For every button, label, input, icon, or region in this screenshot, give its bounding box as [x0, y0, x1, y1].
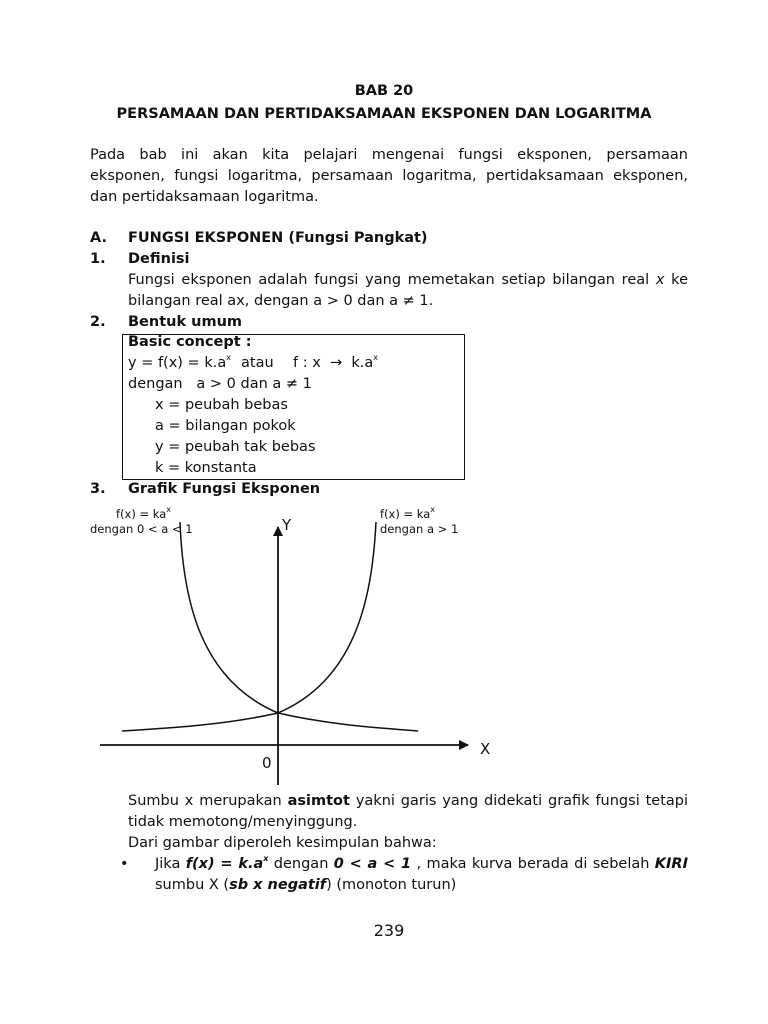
right-curve-label-fn [380, 507, 435, 521]
concept-def-a: a = bilangan pokok [155, 418, 296, 434]
right-label-exponent: x [430, 505, 436, 515]
conclusion-intro: Dari gambar diperoleh kesimpulan bahwa: [128, 835, 437, 851]
bullet-line-2 [155, 877, 456, 893]
definition-variable: x [655, 272, 665, 288]
bullet-function: f(x) = k.a [185, 856, 264, 872]
intro-line-2: eksponen, fungsi logaritma, persamaan logaritma, pertidaksamaan eksponen, [90, 168, 688, 184]
asymptote-line-2: tidak memotong/menyinggung. [128, 814, 358, 830]
asymptote-line-1 [128, 793, 688, 809]
bullet-text-1: Jika [155, 856, 186, 872]
bullet-text-3: , maka kurva berada di sebelah [411, 856, 655, 872]
intro-line-3: dan pertidaksamaan logaritma. [90, 189, 319, 205]
chapter-title: PERSAMAAN DAN PERTIDAKSAMAAN EKSPONEN DAN LOGARITMA [116, 106, 652, 122]
asymptote-text-end: yakni garis yang didekati grafik fungsi tetapi [349, 793, 689, 809]
concept-heading: Basic concept : [128, 334, 252, 350]
curve-increasing [122, 522, 376, 731]
asymptote-term: asimtot [287, 793, 350, 809]
page-number: 239 [373, 921, 405, 940]
definition-text-end: ke [664, 272, 688, 288]
formula-right-exponent: x [373, 353, 379, 363]
bullet-text-2: dengan [268, 856, 334, 872]
bullet-line-1 [155, 856, 688, 872]
left-label-fn-text: f(x) = ka [116, 507, 167, 521]
section-a-title: FUNGSI EKSPONEN (Fungsi Pangkat) [128, 230, 428, 246]
chapter-number: BAB 20 [354, 83, 414, 99]
concept-def-k: k = konstanta [155, 460, 257, 476]
bullet-kiri: KIRI [654, 856, 688, 872]
left-label-exponent: x [166, 505, 172, 515]
left-curve-label-fn [116, 507, 171, 521]
curve-decreasing [180, 522, 418, 731]
bullet-line2-text: sumbu X ( [155, 877, 230, 893]
item2-title: Bentuk umum [128, 314, 243, 330]
item1-marker: 1. [90, 251, 106, 267]
formula-left-exponent: x [226, 353, 231, 363]
left-curve-label-cond: dengan 0 < a < 1 [90, 522, 193, 536]
item2-marker: 2. [90, 314, 106, 330]
concept-def-x: x = peubah bebas [155, 397, 288, 413]
formula-right-text: f : x → k.a [293, 355, 374, 371]
bullet-function-exponent: x [263, 854, 269, 864]
item1-title: Definisi [128, 251, 190, 267]
concept-def-y: y = peubah tak bebas [155, 439, 316, 455]
bullet-condition: 0 < a < 1 [333, 856, 412, 872]
intro-line-1: Pada bab ini akan kita pelajari mengenai fungsi eksponen, persamaan [90, 147, 688, 163]
item3-title: Grafik Fungsi Eksponen [128, 481, 321, 497]
section-a-marker: A. [90, 230, 107, 246]
concept-condition: dengan a > 0 dan a ≠ 1 [128, 376, 312, 392]
x-axis-label: X [480, 740, 491, 758]
definition-text: Fungsi eksponen adalah fungsi yang memetakan setiap bilangan real [128, 272, 656, 288]
bullet-line2-text-end: ) (monoton turun) [326, 877, 457, 893]
bullet-marker: • [120, 856, 129, 872]
right-curve-label-cond: dengan a > 1 [380, 522, 459, 536]
origin-label: 0 [262, 754, 272, 772]
definition-line-2: bilangan real ax, dengan a > 0 dan a ≠ 1. [128, 293, 434, 309]
y-axis-label: Y [282, 516, 292, 534]
bullet-line2-bold: sb x negatif [229, 877, 327, 893]
right-label-fn-text: f(x) = ka [380, 507, 431, 521]
asymptote-text: Sumbu x merupakan [128, 793, 288, 809]
item3-marker: 3. [90, 481, 106, 497]
concept-formula-mid: atau [241, 355, 274, 371]
formula-left-text: y = f(x) = k.a [128, 355, 227, 371]
